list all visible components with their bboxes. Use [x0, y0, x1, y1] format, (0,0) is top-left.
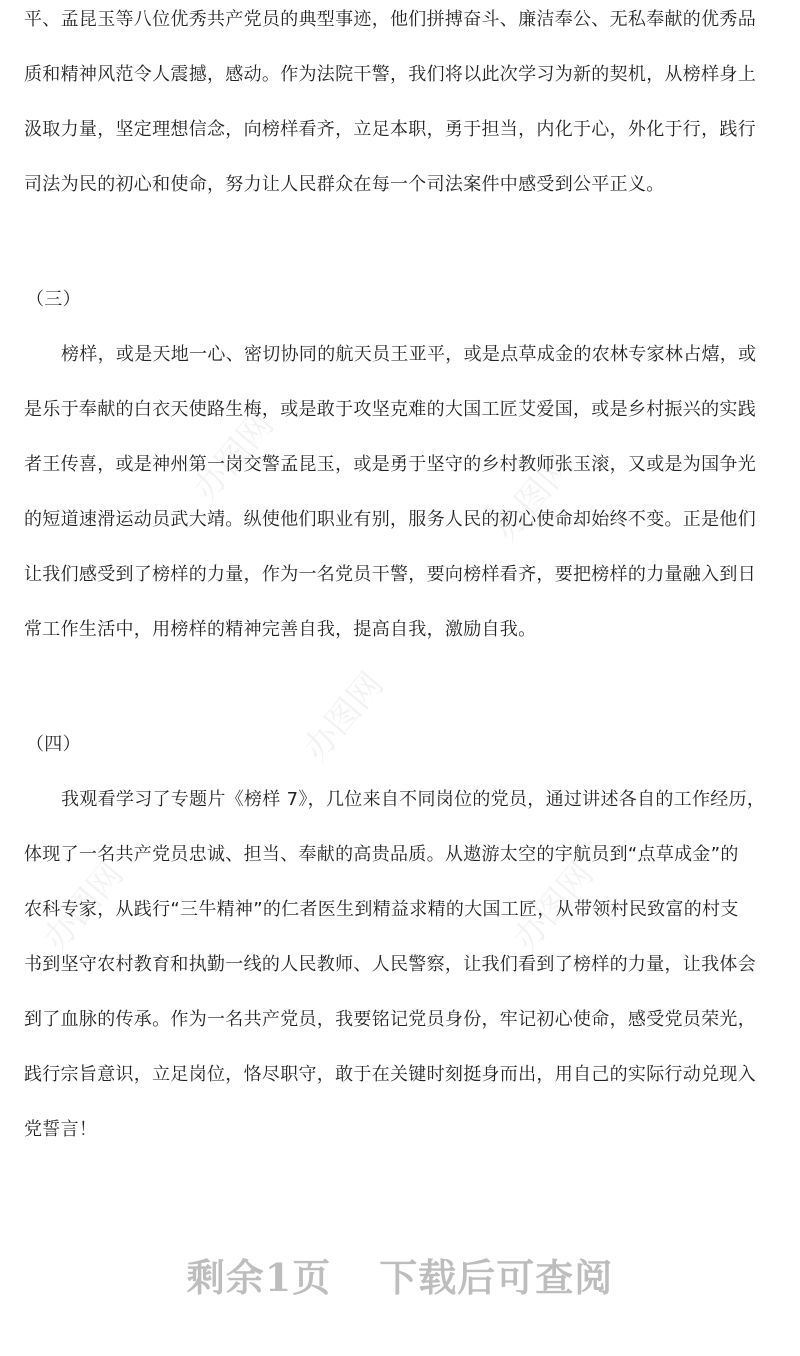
paragraph-line: 让我们感受到了榜样的力量，作为一名党员干警，要向榜样看齐，要把榜样的力量融入到日	[24, 564, 756, 585]
paragraph-line: 的短道速滑运动员武大靖。纵使他们职业有别，服务人民的初心使命却始终不变。正是他们	[24, 509, 756, 530]
remaining-pages-label: 剩余1页	[186, 1255, 332, 1300]
paragraph-line: 者王传喜，或是神州第一岗交警孟昆玉，或是勇于坚守的乡村教师张玉滚，又或是为国争光	[24, 454, 756, 475]
paragraph-line: 书到坚守农村教育和执勤一线的人民教师、人民警察，让我们看到了榜样的力量，让我体会	[24, 954, 756, 975]
paragraph-line: 到了血脉的传承。作为一名共产党员，我要铭记党员身份，牢记初心使命，感受党员荣光，	[24, 1009, 756, 1030]
paragraph-line: 平、孟昆玉等八位优秀共产党员的典型事迹，他们拼搏奋斗、廉洁奉公、无私奉献的优秀品	[24, 9, 756, 30]
paragraph-line: 党誓言！	[24, 1119, 98, 1140]
download-prompt[interactable]	[0, 1254, 800, 1302]
watermark: 办图网	[185, 404, 282, 509]
paragraph-line: 是乐于奉献的白衣天使路生梅，或是敢于攻坚克难的大国工匠艾爱国，或是乡村振兴的实践	[24, 399, 756, 420]
watermark: 办图网	[295, 664, 392, 769]
watermark: 办图网	[505, 854, 602, 959]
section-heading-4: （四）	[26, 734, 81, 755]
watermark: 办图网	[485, 444, 582, 549]
paragraph-line: 榜样，或是天地一心、密切协同的航天员王亚平，或是点草成金的农林专家林占熺，或	[61, 344, 757, 365]
paragraph-line: 司法为民的初心和使命，努力让人民群众在每一个司法案件中感受到公平正义。	[24, 174, 665, 195]
paragraph-line: 常工作生活中，用榜样的精神完善自我，提高自我，激励自我。	[24, 619, 537, 640]
section-heading-3: （三）	[26, 289, 81, 310]
download-to-view-label: 下载后可查阅	[379, 1255, 614, 1300]
paragraph-line: 践行宗旨意识，立足岗位，恪尽职守，敢于在关键时刻挺身而出，用自己的实际行动兑现入	[24, 1064, 756, 1085]
paragraph-line: 汲取力量，坚定理想信念，向榜样看齐，立足本职，勇于担当，内化于心，外化于行，践行	[24, 119, 756, 140]
paragraph-line: 农科专家，从践行“三牛精神”的仁者医生到精益求精的大国工匠，从带领村民致富的村支	[24, 899, 739, 920]
paragraph-line: 质和精神风范令人震撼，感动。作为法院干警，我们将以此次学习为新的契机，从榜样身上	[24, 64, 756, 85]
paragraph-line: 我观看学习了专题片《榜样 7》，几位来自不同岗位的党员，通过讲述各自的工作经历，	[61, 789, 766, 810]
paragraph-line: 体现了一名共产党员忠诚、担当、奉献的高贵品质。从遨游太空的宇航员到“点草成金”的	[24, 844, 739, 865]
watermark: 办图网	[35, 854, 132, 959]
